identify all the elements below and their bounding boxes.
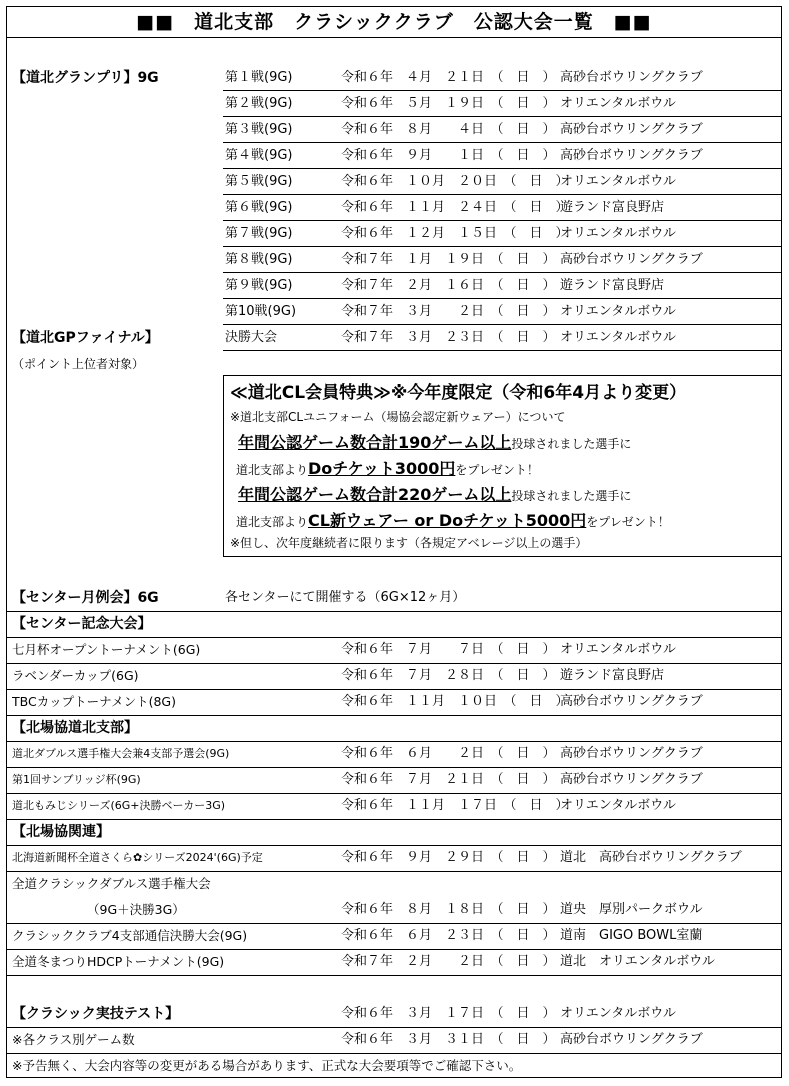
hokujo-related-event: 全道クラシックダブルス選手権大会 bbox=[12, 876, 211, 891]
monthly-text: 各センターにて開催する（6G×12ヶ月） bbox=[225, 590, 466, 605]
privilege-line-3-post: をプレゼント！ bbox=[455, 463, 539, 477]
gp-row-10 bbox=[7, 299, 781, 325]
gp-venue: 高砂台ボウリングクラブ bbox=[560, 148, 703, 163]
gp-event: 第９戦(9G) bbox=[225, 278, 293, 293]
gp-row-4 bbox=[7, 143, 781, 169]
center-venue: 遊ランド富良野店 bbox=[560, 668, 665, 683]
center-event: 七月杯オープントーナメント(6G) bbox=[12, 642, 201, 657]
skill-test-date: 令和６年 ３月 ３１日 （ 日 ） bbox=[341, 1032, 556, 1047]
gp-event: 第８戦(9G) bbox=[225, 252, 293, 267]
member-privilege-box bbox=[223, 375, 782, 557]
skill-test-row-2 bbox=[7, 1027, 781, 1054]
footer-row bbox=[7, 1053, 781, 1078]
gp-final-date: 令和７年 ３月 ２３日 （ 日 ） bbox=[341, 330, 556, 345]
hokujo-related-row-3 bbox=[7, 923, 781, 950]
gp-event: 第２戦(9G) bbox=[225, 96, 293, 111]
gp-event: 第３戦(9G) bbox=[225, 122, 293, 137]
gp-venue: 遊ランド富良野店 bbox=[560, 200, 665, 215]
hokujo-dohoku-venue: オリエンタルボウル bbox=[560, 798, 676, 813]
hokujo-dohoku-event: 第1回サンブリッジ杯(9G) bbox=[12, 773, 141, 786]
gp-row-6 bbox=[7, 195, 781, 221]
skill-test-venue: 高砂台ボウリングクラブ bbox=[560, 1032, 703, 1047]
gp-event: 第10戦(9G) bbox=[225, 304, 297, 319]
monthly-header: 【センター月例会】6G bbox=[12, 590, 159, 606]
skill-test-note: ※各クラス別ゲーム数 bbox=[12, 1032, 135, 1047]
gp-venue: オリエンタルボウル bbox=[560, 304, 676, 319]
center-date: 令和６年 １１月 １０日 （ 日 ） bbox=[341, 694, 569, 709]
hokujo-related-venue: 道北 オリエンタルボウル bbox=[560, 954, 715, 969]
hokujo-dohoku-venue: 高砂台ボウリングクラブ bbox=[560, 746, 703, 761]
privilege-190-games: 年間公認ゲーム数合計190ゲーム以上 bbox=[238, 433, 512, 452]
gp-final-venue: オリエンタルボウル bbox=[560, 330, 676, 345]
gp-final-row bbox=[7, 325, 781, 351]
gp-date: 令和６年 ９月 １日 （ 日 ） bbox=[341, 148, 556, 163]
gp-row-5 bbox=[7, 169, 781, 195]
hokujo-related-venue: 道央 厚別パークボウル bbox=[560, 902, 703, 917]
hokujo-related-event: 全道冬まつりHDCPトーナメント(9G) bbox=[12, 954, 225, 969]
hokujo-related-event: 北海道新聞杯全道さくら✿シリーズ2024'(6G)予定 bbox=[12, 851, 263, 864]
hokujo-related-date: 令和６年 ９月 ２９日 （ 日 ） bbox=[341, 850, 556, 865]
center-header: 【センター記念大会】 bbox=[12, 616, 152, 632]
gp-date: 令和７年 ３月 ２日 （ 日 ） bbox=[341, 304, 556, 319]
hokujo-dohoku-row-3 bbox=[7, 793, 781, 820]
hokujo-dohoku-header: 【北場協道北支部】 bbox=[12, 720, 138, 736]
gp-date: 令和６年 １２月 １５日 （ 日 ） bbox=[341, 226, 569, 241]
footer-note: ※予告無く、大会内容等の変更がある場合があります、正式な大会要項等でご確認下さい。 bbox=[12, 1058, 522, 1073]
gp-final-header: 【道北GPファイナル】 bbox=[12, 330, 159, 346]
center-header-row bbox=[7, 611, 781, 638]
skill-test-venue: オリエンタルボウル bbox=[560, 1006, 676, 1021]
gp-row-8 bbox=[7, 247, 781, 273]
gp-row-9 bbox=[7, 273, 781, 299]
gp-event: 第６戦(9G) bbox=[225, 200, 293, 215]
gp-date: 令和６年 ５月 １９日 （ 日 ） bbox=[341, 96, 556, 111]
skill-test-row-1 bbox=[7, 1001, 781, 1028]
center-event: TBCカップトーナメント(8G) bbox=[12, 694, 176, 709]
privilege-line-1: ※道北支部CLユニフォーム（場協会認定新ウェアー）について bbox=[230, 410, 566, 424]
hokujo-dohoku-date: 令和６年 １１月 １７日 （ 日 ） bbox=[341, 798, 569, 813]
hokujo-dohoku-date: 令和６年 ６月 ２日 （ 日 ） bbox=[341, 746, 556, 761]
hokujo-related-header: 【北場協関連】 bbox=[12, 824, 110, 840]
gp-row-1 bbox=[7, 65, 781, 91]
privilege-ticket-3000: Doチケット3000円 bbox=[308, 459, 456, 478]
gp-venue: 遊ランド富良野店 bbox=[560, 278, 665, 293]
center-event: ラベンダーカップ(6G) bbox=[12, 668, 139, 683]
gp-date: 令和６年 １１月 ２４日 （ 日 ） bbox=[341, 200, 569, 215]
privilege-title: ≪道北CL会員特典≫※今年度限定（令和6年4月より変更） bbox=[230, 383, 687, 403]
monthly-row bbox=[7, 585, 781, 612]
gp-row-7 bbox=[7, 221, 781, 247]
hokujo-dohoku-event: 道北ダブルス選手権大会兼4支部予選会(9G) bbox=[12, 747, 230, 760]
center-row-2 bbox=[7, 663, 781, 690]
privilege-line-4-rest: 投球されました選手に bbox=[511, 489, 632, 503]
hokujo-dohoku-venue: 高砂台ボウリングクラブ bbox=[560, 772, 703, 787]
hokujo-related-event: クラシッククラブ4支部通信決勝大会(9G) bbox=[12, 928, 248, 943]
privilege-line-5-pre: 道北支部より bbox=[236, 515, 309, 529]
privilege-wear-or-ticket: CL新ウェアー or Doチケット5000円 bbox=[308, 511, 587, 530]
hokujo-dohoku-row-1 bbox=[7, 741, 781, 768]
gp-row-2 bbox=[7, 91, 781, 117]
center-date: 令和６年 ７月 ２８日 （ 日 ） bbox=[341, 668, 556, 683]
hokujo-related-event-detail: （9G＋決勝3G） bbox=[87, 902, 185, 917]
skill-test-date: 令和６年 ３月 １７日 （ 日 ） bbox=[341, 1006, 556, 1021]
gp-date: 令和７年 ２月 １６日 （ 日 ） bbox=[341, 278, 556, 293]
hokujo-related-header-row bbox=[7, 819, 781, 846]
hokujo-related-row-2a bbox=[7, 871, 781, 897]
gp-venue: 高砂台ボウリングクラブ bbox=[560, 122, 703, 137]
hokujo-dohoku-header-row bbox=[7, 715, 781, 742]
center-date: 令和６年 ７月 ７日 （ 日 ） bbox=[341, 642, 556, 657]
center-venue: オリエンタルボウル bbox=[560, 642, 676, 657]
tournament-list-sheet bbox=[6, 6, 782, 1078]
hokujo-related-row-2b bbox=[7, 897, 781, 924]
hokujo-dohoku-row-2 bbox=[7, 767, 781, 794]
hokujo-related-row-4 bbox=[7, 949, 781, 976]
privilege-line-3 bbox=[236, 456, 539, 479]
hokujo-dohoku-date: 令和６年 ７月 ２１日 （ 日 ） bbox=[341, 772, 556, 787]
center-venue: 高砂台ボウリングクラブ bbox=[560, 694, 703, 709]
hokujo-related-venue: 道南 GIGO BOWL室蘭 bbox=[560, 928, 703, 943]
privilege-line-5 bbox=[236, 508, 670, 531]
privilege-line-2-rest: 投球されました選手に bbox=[511, 437, 632, 451]
gp-date: 令和６年 ４月 ２１日 （ 日 ） bbox=[341, 70, 556, 85]
hokujo-related-venue: 道北 高砂台ボウリングクラブ bbox=[560, 850, 742, 865]
gp-event: 第１戦(9G) bbox=[225, 70, 293, 85]
gp-venue: オリエンタルボウル bbox=[560, 96, 676, 111]
hokujo-related-date: 令和６年 ８月 １８日 （ 日 ） bbox=[341, 902, 556, 917]
hokujo-related-row-1 bbox=[7, 845, 781, 872]
gp-final-event: 決勝大会 bbox=[225, 330, 278, 345]
gp-venue: オリエンタルボウル bbox=[560, 174, 676, 189]
gp-date: 令和６年 １０月 ２０日 （ 日 ） bbox=[341, 174, 569, 189]
hokujo-related-date: 令和６年 ６月 ２３日 （ 日 ） bbox=[341, 928, 556, 943]
gp-venue: 高砂台ボウリングクラブ bbox=[560, 70, 703, 85]
page-title: ■■ 道北支部 クラシッククラブ 公認大会一覧 ■■ bbox=[7, 7, 781, 38]
privilege-line-2 bbox=[238, 430, 631, 453]
gp-date: 令和６年 ８月 ４日 （ 日 ） bbox=[341, 122, 556, 137]
gp-event: 第５戦(9G) bbox=[225, 174, 293, 189]
privilege-line-3-pre: 道北支部より bbox=[236, 463, 309, 477]
gp-final-note: （ポイント上位者対象） bbox=[12, 357, 145, 371]
hokujo-related-date: 令和７年 ２月 ２日 （ 日 ） bbox=[341, 954, 556, 969]
privilege-line-5-post: をプレゼント！ bbox=[586, 515, 670, 529]
gp-venue: 高砂台ボウリングクラブ bbox=[560, 252, 703, 267]
privilege-220-games: 年間公認ゲーム数合計220ゲーム以上 bbox=[238, 485, 512, 504]
privilege-line-4 bbox=[238, 482, 631, 505]
gp-event: 第７戦(9G) bbox=[225, 226, 293, 241]
privilege-line-6: ※但し、次年度継続者に限ります（各規定アベレージ以上の選手） bbox=[230, 536, 588, 550]
gp-final-note-row bbox=[7, 351, 781, 377]
skill-test-header: 【クラシック実技テスト】 bbox=[12, 1006, 180, 1022]
gp-header: 【道北グランプリ】9G bbox=[12, 70, 159, 86]
hokujo-dohoku-event: 道北もみじシリーズ(6G+決勝ベーカー3G) bbox=[12, 799, 226, 812]
center-row-1 bbox=[7, 637, 781, 664]
gp-row-3 bbox=[7, 117, 781, 143]
gp-event: 第４戦(9G) bbox=[225, 148, 293, 163]
gp-date: 令和７年 １月 １９日 （ 日 ） bbox=[341, 252, 556, 267]
center-row-3 bbox=[7, 689, 781, 716]
gp-venue: オリエンタルボウル bbox=[560, 226, 676, 241]
